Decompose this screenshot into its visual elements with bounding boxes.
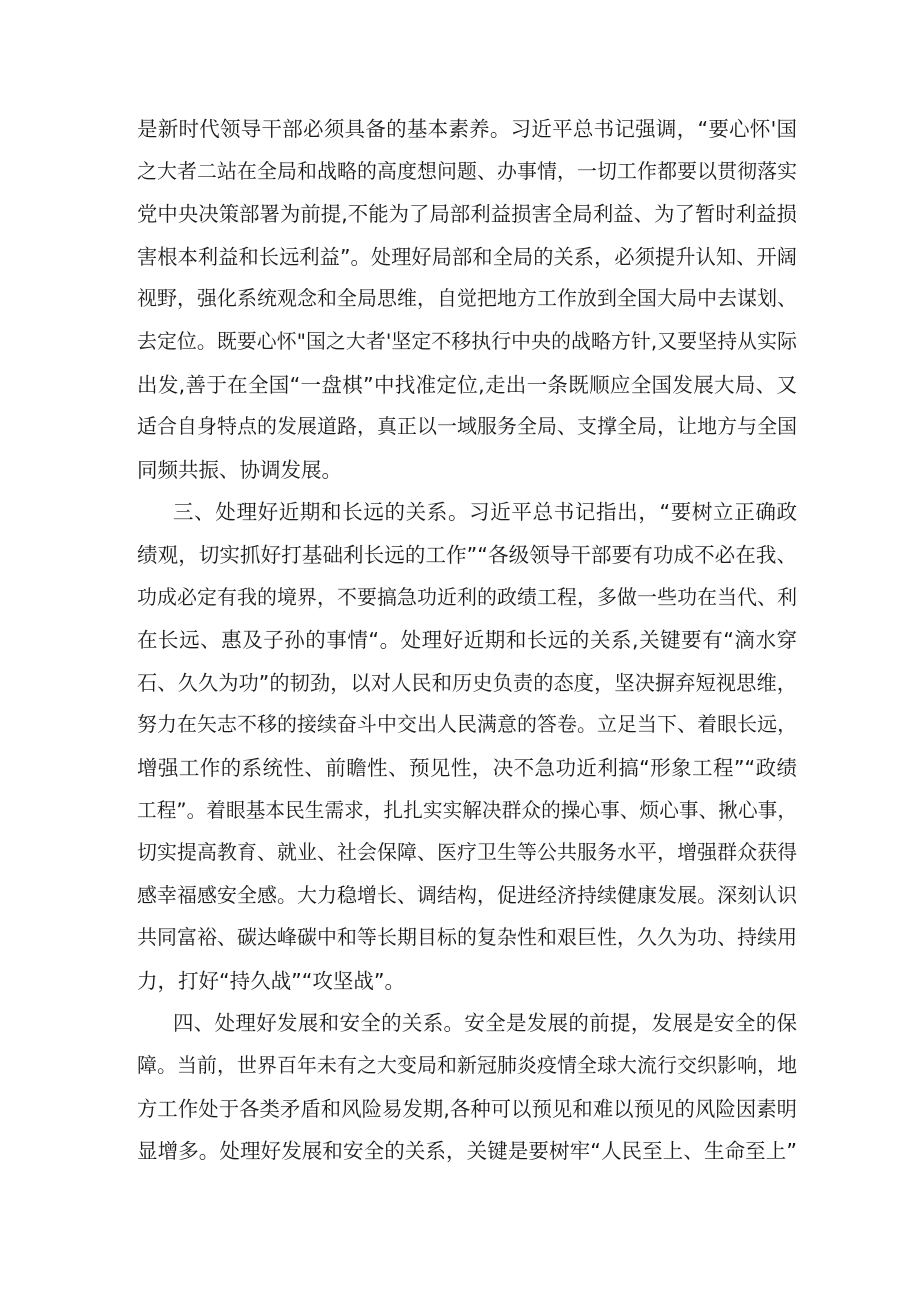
text-line: 出发,善于在全国“一盘棋”中找准定位,走出一条既顺应全国发展大局、又 bbox=[137, 372, 797, 397]
text-line: 共同富裕、碳达峰碳中和等长期目标的复杂性和艰巨性，久久为功、持续用 bbox=[137, 926, 797, 950]
text-line: 四、处理好发展和安全的关系。安全是发展的前提，发展是安全的保 bbox=[173, 1011, 797, 1036]
text-line: 功成必定有我的境界，不要搞急功近利的政绩工程，多做一些功在当代、利 bbox=[137, 585, 797, 609]
text-line: 党中央决策部署为前提,不能为了局部利益损害全局利益、为了暂时利益损 bbox=[137, 202, 797, 227]
paragraph-development-and-security bbox=[137, 1002, 797, 1172]
text-line: 之大者二站在全局和战略的高度想问题、办事情，一切工作都要以贯彻落实 bbox=[137, 159, 797, 183]
text-line: 去定位。既要心怀"国之大者'坚定不移执行中央的战略方针,又要坚持从实际 bbox=[137, 329, 797, 353]
text-line: 感幸福感安全感。大力稳增长、调结构，促进经济持续健康发展。深刻认识 bbox=[137, 883, 797, 907]
text-line: 工程”。着眼基本民生需求，扎扎实实解决群众的操心事、烦心事、揪心事， bbox=[137, 798, 797, 822]
text-line: 增强工作的系统性、前瞻性、预见性，决不急功近利搞“形象工程”“政绩 bbox=[137, 755, 797, 780]
text-line: 适合自身特点的发展道路，真正以一域服务全局、支撑全局，让地方与全国 bbox=[137, 415, 797, 439]
text-line: 同频共振、协调发展。 bbox=[137, 457, 342, 482]
text-line: 三、处理好近期和长远的关系。习近平总书记指出，“要树立正确政 bbox=[173, 500, 797, 525]
text-line: 显增多。处理好发展和安全的关系，关键是要树牢“人民至上、生命至上” bbox=[137, 1139, 797, 1164]
text-line: 方工作处于各类矛盾和风险易发期,各种可以预见和难以预见的风险因素明 bbox=[137, 1096, 797, 1121]
text-line: 石、久久为功”的韧劲，以对人民和历史负责的态度，坚决摒弃短视思维， bbox=[137, 670, 797, 695]
text-line: 力，打好“持久战”“攻坚战”。 bbox=[137, 968, 405, 993]
text-line: 绩观，切实抓好打基础利长远的工作”“各级领导干部要有功成不必在我、 bbox=[137, 542, 797, 567]
text-line: 努力在矢志不移的接续奋斗中交出人民满意的答卷。立足当下、着眼长远， bbox=[137, 713, 797, 737]
text-line: 障。当前，世界百年未有之大变局和新冠肺炎疫情全球大流行交织影响，地 bbox=[137, 1054, 797, 1078]
text-line: 害根本利益和长远利益”。处理好局部和全局的关系，必须提升认知、开阔 bbox=[137, 244, 797, 269]
text-line: 切实提高教育、就业、社会保障、医疗卫生等公共服务水平，增强群众获得 bbox=[137, 841, 797, 865]
document-body bbox=[137, 108, 797, 1173]
text-line: 视野，强化系统观念和全局思维，自觉把地方工作放到全国大局中去谋划、 bbox=[137, 287, 797, 311]
paragraph-near-and-long-term bbox=[137, 491, 797, 1002]
text-line: 在长远、惠及子孙的事情“。处理好近期和长远的关系,关键要有“滴水穿 bbox=[137, 628, 797, 653]
paragraph-global-view bbox=[137, 108, 797, 491]
text-line: 是新时代领导干部必须具备的基本素养。习近平总书记强调，“要心怀'国 bbox=[137, 117, 797, 141]
